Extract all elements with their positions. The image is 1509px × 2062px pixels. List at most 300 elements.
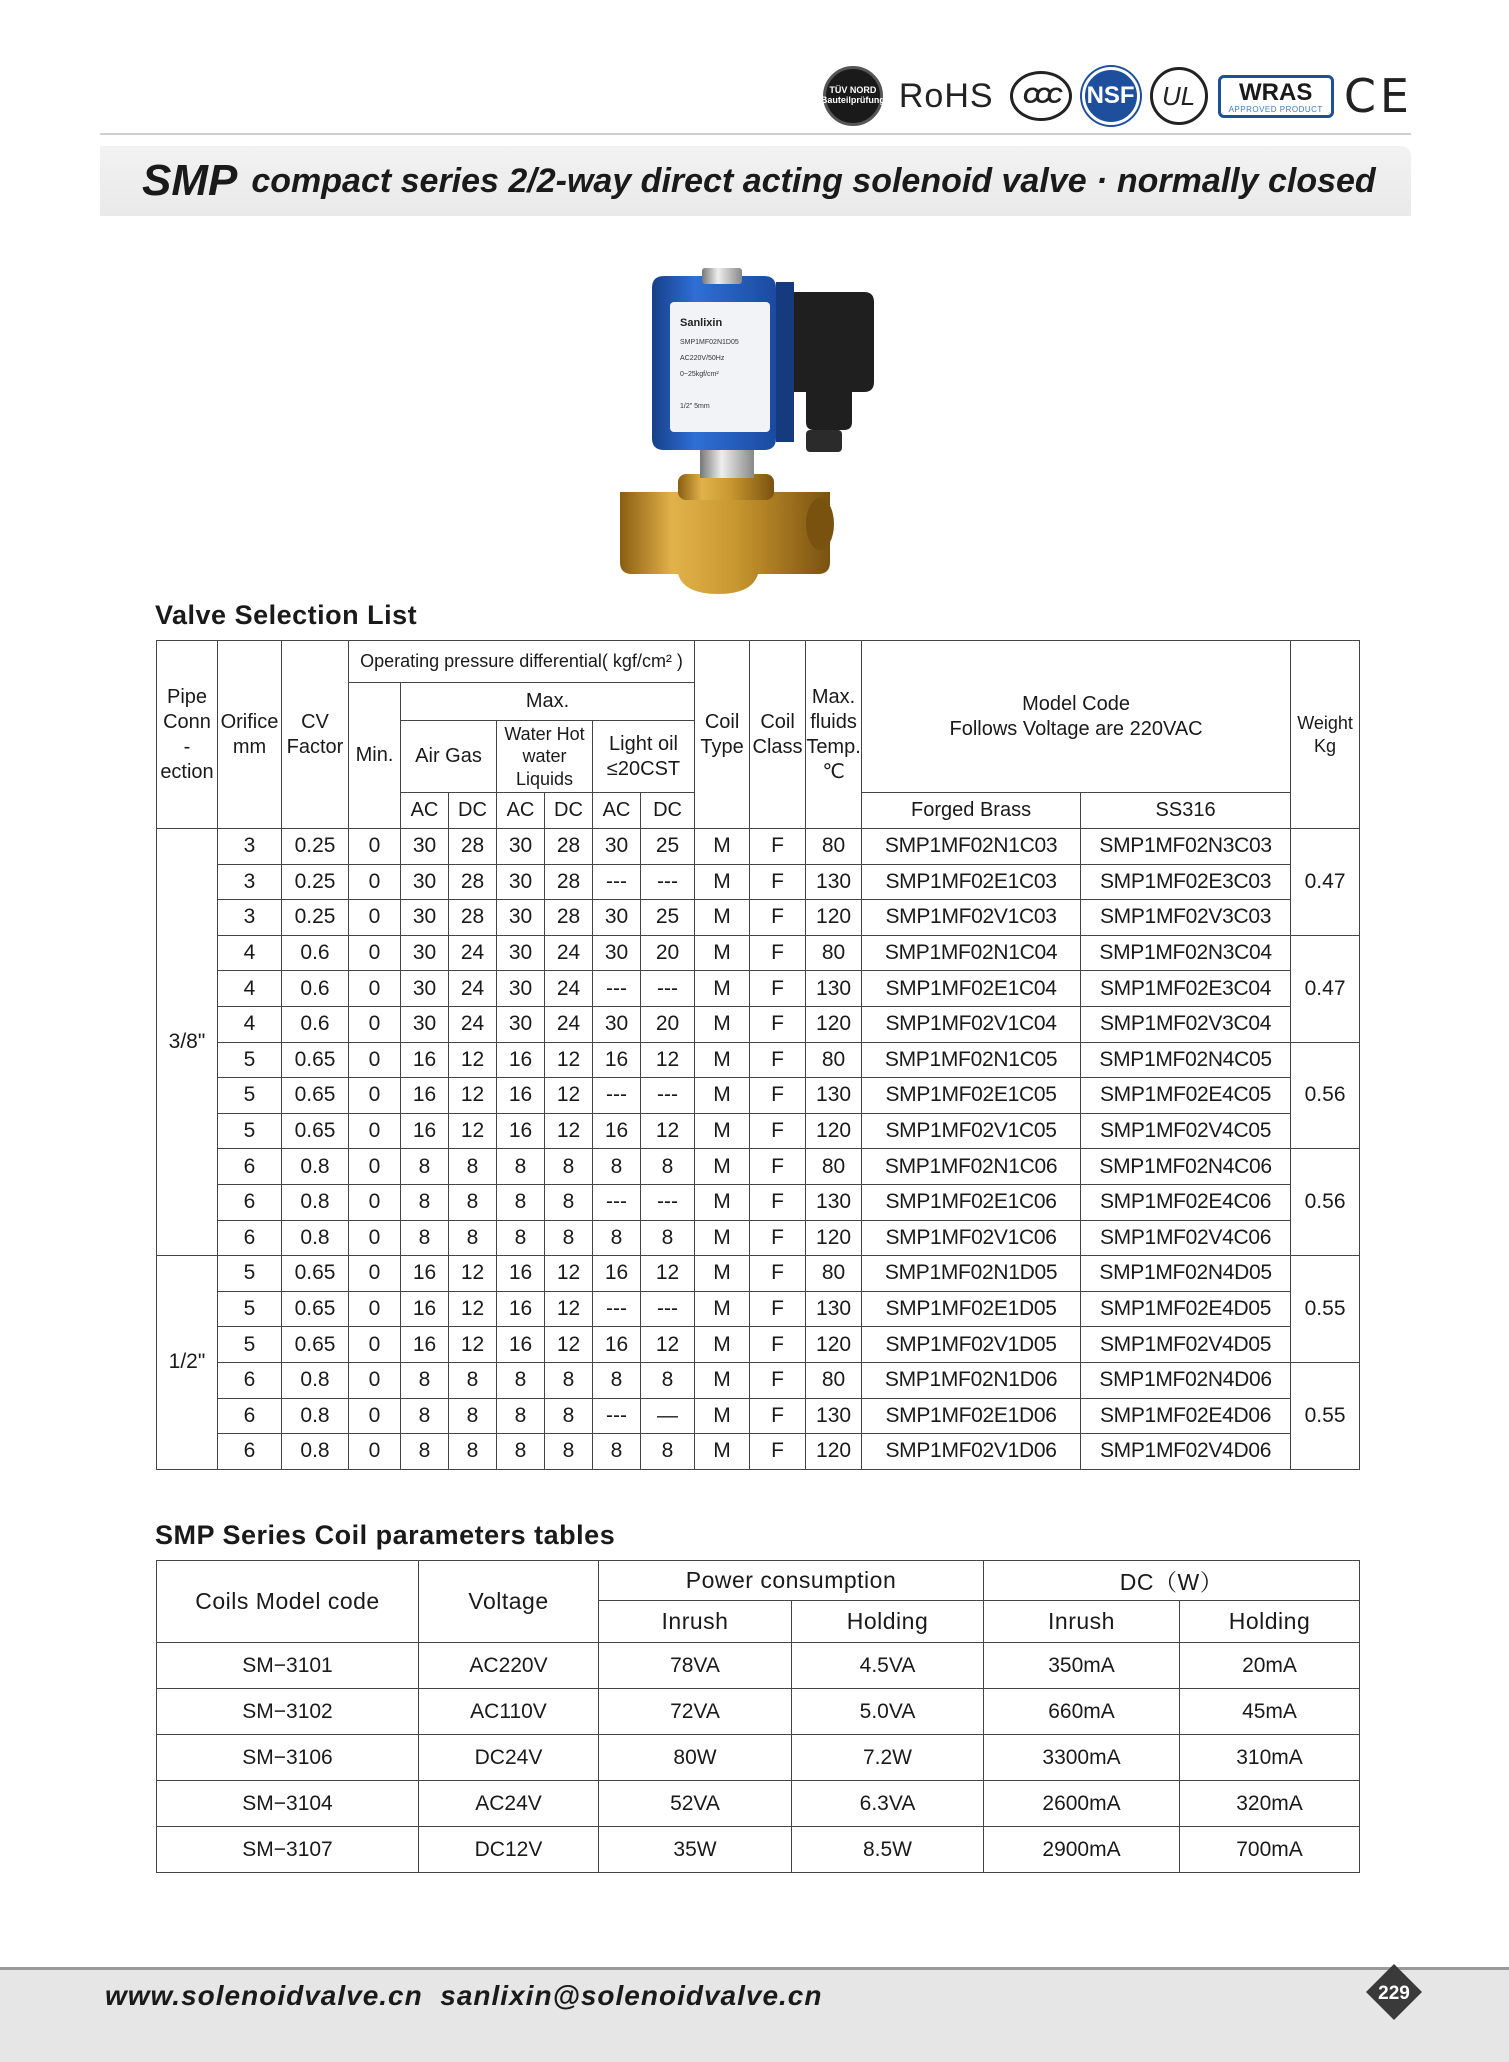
header-min: Min. — [349, 683, 401, 829]
cell-air-ac: 30 — [401, 829, 449, 865]
brass-body — [620, 492, 830, 594]
cell-model-brass: SMP1MF02N1D05 — [862, 1256, 1081, 1292]
cell-orifice: 6 — [218, 1184, 282, 1220]
cell-coil-class: F — [750, 935, 806, 971]
cell-min: 0 — [349, 1256, 401, 1292]
cell-water-dc: 12 — [545, 1291, 593, 1327]
table-row — [157, 1078, 1360, 1114]
cell-min: 0 — [349, 1398, 401, 1434]
coil-header-power-holding: Holding — [792, 1601, 984, 1643]
cell-oil-dc: 12 — [641, 1042, 695, 1078]
cell-air-dc: 8 — [449, 1149, 497, 1185]
header-pipe: Pipe Conn -ection — [157, 641, 218, 829]
cell-cv: 0.8 — [282, 1434, 349, 1470]
cell-model-ss: SMP1MF02N3C04 — [1081, 935, 1291, 971]
coil-header-dc-holding: Holding — [1180, 1601, 1360, 1643]
header-coil-class: Coil Class — [750, 641, 806, 829]
cell-cv: 0.8 — [282, 1362, 349, 1398]
cell-coil-type: M — [695, 1184, 750, 1220]
footer-email[interactable]: sanlixin@solenoidvalve.cn — [440, 1980, 823, 2011]
cell-water-dc: 28 — [545, 864, 593, 900]
cell-model-ss: SMP1MF02N3C03 — [1081, 829, 1291, 865]
cell-coil-class: F — [750, 900, 806, 936]
cell-air-dc: 24 — [449, 1006, 497, 1042]
coil-cell-power-holding: 8.5W — [792, 1827, 984, 1873]
cell-oil-ac: 8 — [593, 1434, 641, 1470]
coil-cell-model: SM−3107 — [157, 1827, 419, 1873]
cell-model-brass: SMP1MF02E1C05 — [862, 1078, 1081, 1114]
cell-temp: 120 — [806, 1220, 862, 1256]
cell-coil-type: M — [695, 829, 750, 865]
cell-temp: 120 — [806, 900, 862, 936]
table-row — [157, 1689, 1360, 1735]
header-oil-ac: AC — [593, 793, 641, 829]
table-row — [157, 900, 1360, 936]
cell-temp: 80 — [806, 1256, 862, 1292]
cell-water-ac: 30 — [497, 900, 545, 936]
table-row — [157, 1327, 1360, 1363]
coil-cell-dc-inrush: 350mA — [984, 1643, 1180, 1689]
cell-cv: 0.65 — [282, 1256, 349, 1292]
cell-air-dc: 12 — [449, 1256, 497, 1292]
cell-min: 0 — [349, 935, 401, 971]
cell-air-ac: 16 — [401, 1327, 449, 1363]
cell-water-dc: 28 — [545, 900, 593, 936]
table-row — [157, 1220, 1360, 1256]
cell-temp: 130 — [806, 1078, 862, 1114]
cell-model-brass: SMP1MF02V1C04 — [862, 1006, 1081, 1042]
cell-orifice: 5 — [218, 1291, 282, 1327]
cell-oil-ac: --- — [593, 1078, 641, 1114]
header-air-dc: DC — [449, 793, 497, 829]
coil-cell-dc-holding: 310mA — [1180, 1735, 1360, 1781]
cell-water-dc: 8 — [545, 1220, 593, 1256]
cell-oil-dc: 25 — [641, 900, 695, 936]
header-water-ac: AC — [497, 793, 545, 829]
cell-min: 0 — [349, 1042, 401, 1078]
table-row — [157, 1291, 1360, 1327]
model-code-sub: Follows Voltage are 220VAC — [949, 717, 1203, 740]
model-code-title: Model Code — [1022, 692, 1130, 715]
cell-cv: 0.65 — [282, 1042, 349, 1078]
coil-cell-model: SM−3101 — [157, 1643, 419, 1689]
coil-cell-dc-holding: 20mA — [1180, 1643, 1360, 1689]
cell-model-brass: SMP1MF02N1D06 — [862, 1362, 1081, 1398]
ccc-logo: CCC — [1010, 71, 1072, 121]
footer-website[interactable]: www.solenoidvalve.cn — [105, 1980, 423, 2011]
cell-oil-ac: 30 — [593, 935, 641, 971]
coil-header-dc-inrush: Inrush — [984, 1601, 1180, 1643]
cell-model-brass: SMP1MF02E1D06 — [862, 1398, 1081, 1434]
cell-oil-dc: 8 — [641, 1434, 695, 1470]
cell-min: 0 — [349, 1291, 401, 1327]
cell-coil-type: M — [695, 900, 750, 936]
cell-coil-type: M — [695, 1149, 750, 1185]
coil-cell-power-holding: 5.0VA — [792, 1689, 984, 1735]
cell-orifice: 3 — [218, 829, 282, 865]
cell-air-ac: 8 — [401, 1398, 449, 1434]
cell-coil-class: F — [750, 1398, 806, 1434]
cell-air-dc: 12 — [449, 1113, 497, 1149]
page-title — [100, 146, 1411, 216]
cell-oil-ac: --- — [593, 864, 641, 900]
cell-model-brass: SMP1MF02V1D05 — [862, 1327, 1081, 1363]
cell-min: 0 — [349, 1113, 401, 1149]
cell-min: 0 — [349, 1078, 401, 1114]
cell-model-brass: SMP1MF02N1C03 — [862, 829, 1081, 865]
cell-orifice: 3 — [218, 900, 282, 936]
cell-cv: 0.65 — [282, 1291, 349, 1327]
cell-water-dc: 8 — [545, 1184, 593, 1220]
table-row — [157, 864, 1360, 900]
cell-oil-dc: 8 — [641, 1149, 695, 1185]
cell-cv: 0.8 — [282, 1184, 349, 1220]
coil-cell-power-holding: 4.5VA — [792, 1643, 984, 1689]
cell-temp: 80 — [806, 829, 862, 865]
cell-model-brass: SMP1MF02V1C05 — [862, 1113, 1081, 1149]
cell-water-dc: 12 — [545, 1256, 593, 1292]
cell-orifice: 5 — [218, 1078, 282, 1114]
cell-oil-ac: --- — [593, 1184, 641, 1220]
cell-model-brass: SMP1MF02E1C04 — [862, 971, 1081, 1007]
cell-oil-ac: 8 — [593, 1149, 641, 1185]
coil-cell-power-inrush: 72VA — [599, 1689, 792, 1735]
header-brass: Forged Brass — [862, 793, 1081, 829]
header-oil-dc: DC — [641, 793, 695, 829]
cell-model-ss: SMP1MF02V4C06 — [1081, 1220, 1291, 1256]
cell-air-dc: 12 — [449, 1291, 497, 1327]
ce-logo: CE — [1343, 69, 1413, 123]
coil-cell-dc-inrush: 2900mA — [984, 1827, 1180, 1873]
cell-temp: 130 — [806, 1184, 862, 1220]
cell-model-ss: SMP1MF02E3C04 — [1081, 971, 1291, 1007]
cell-oil-ac: 8 — [593, 1220, 641, 1256]
footer-contact — [105, 1980, 823, 2012]
cell-model-ss: SMP1MF02V4D05 — [1081, 1327, 1291, 1363]
cell-coil-class: F — [750, 1327, 806, 1363]
top-nut — [702, 268, 742, 284]
coil-cell-power-inrush: 52VA — [599, 1781, 792, 1827]
cell-pipe: 3/8" — [157, 829, 218, 1256]
coil-cell-power-holding: 6.3VA — [792, 1781, 984, 1827]
cell-air-ac: 30 — [401, 864, 449, 900]
cell-water-dc: 12 — [545, 1113, 593, 1149]
cell-min: 0 — [349, 1220, 401, 1256]
coil-header-power: Power consumption — [599, 1561, 984, 1601]
cell-temp: 120 — [806, 1113, 862, 1149]
cell-air-ac: 30 — [401, 900, 449, 936]
cell-min: 0 — [349, 1434, 401, 1470]
cell-water-ac: 30 — [497, 935, 545, 971]
coil-side — [776, 282, 794, 442]
cell-air-dc: 8 — [449, 1184, 497, 1220]
cell-oil-ac: --- — [593, 971, 641, 1007]
cell-temp: 130 — [806, 864, 862, 900]
table-row — [157, 1434, 1360, 1470]
cell-model-brass: SMP1MF02V1C03 — [862, 900, 1081, 936]
coil-cell-model: SM−3106 — [157, 1735, 419, 1781]
cell-coil-class: F — [750, 829, 806, 865]
cell-cv: 0.6 — [282, 1006, 349, 1042]
wras-text: WRAS — [1239, 78, 1313, 106]
cell-coil-class: F — [750, 1291, 806, 1327]
cell-water-dc: 8 — [545, 1398, 593, 1434]
cell-model-ss: SMP1MF02E4D06 — [1081, 1398, 1291, 1434]
cell-air-dc: 12 — [449, 1042, 497, 1078]
table-row — [157, 829, 1360, 865]
cell-weight: 0.55 — [1291, 1362, 1360, 1469]
cell-temp: 80 — [806, 1149, 862, 1185]
cell-air-dc: 8 — [449, 1434, 497, 1470]
cell-air-ac: 8 — [401, 1220, 449, 1256]
header-temp: Max. fluids Temp. ℃ — [806, 641, 862, 829]
wras-sub: APPROVED PRODUCT — [1228, 104, 1323, 114]
header-air-ac: AC — [401, 793, 449, 829]
cell-water-dc: 12 — [545, 1078, 593, 1114]
coil-cell-power-inrush: 80W — [599, 1735, 792, 1781]
cell-model-brass: SMP1MF02V1D06 — [862, 1434, 1081, 1470]
cell-oil-ac: 16 — [593, 1042, 641, 1078]
coil-cell-voltage: AC110V — [419, 1689, 599, 1735]
cell-min: 0 — [349, 1362, 401, 1398]
coil-cell-voltage: AC220V — [419, 1643, 599, 1689]
cell-temp: 80 — [806, 1042, 862, 1078]
header-pressure-group: Operating pressure differential( kgf/cm² ) — [349, 641, 695, 683]
table-row — [157, 1042, 1360, 1078]
cell-coil-class: F — [750, 864, 806, 900]
cell-air-ac: 16 — [401, 1078, 449, 1114]
cell-orifice: 6 — [218, 1362, 282, 1398]
nsf-logo: NSF — [1082, 67, 1140, 125]
table-row — [157, 1398, 1360, 1434]
cell-model-ss: SMP1MF02E4C05 — [1081, 1078, 1291, 1114]
header-coil-type: Coil Type — [695, 641, 750, 829]
brass-port — [806, 498, 834, 550]
table-row — [157, 1256, 1360, 1292]
coil-cell-voltage: DC24V — [419, 1735, 599, 1781]
cell-model-brass: SMP1MF02N1C05 — [862, 1042, 1081, 1078]
cell-air-ac: 8 — [401, 1149, 449, 1185]
cell-water-ac: 16 — [497, 1113, 545, 1149]
cell-temp: 120 — [806, 1434, 862, 1470]
cell-model-brass: SMP1MF02E1D05 — [862, 1291, 1081, 1327]
cell-water-ac: 8 — [497, 1434, 545, 1470]
cell-water-ac: 30 — [497, 971, 545, 1007]
cell-air-dc: 8 — [449, 1362, 497, 1398]
cell-oil-ac: 16 — [593, 1256, 641, 1292]
cell-coil-class: F — [750, 1220, 806, 1256]
cell-coil-class: F — [750, 1256, 806, 1292]
wras-logo — [1218, 75, 1334, 118]
cell-coil-class: F — [750, 1042, 806, 1078]
page-number: 229 — [1378, 1983, 1410, 2004]
cell-coil-class: F — [750, 1078, 806, 1114]
header-orifice: Orifice mm — [218, 641, 282, 829]
cell-water-ac: 30 — [497, 829, 545, 865]
cell-min: 0 — [349, 1327, 401, 1363]
tuv-logo: TÜV NORD Bauteilprüfung — [823, 66, 883, 126]
coil-cell-model: SM−3104 — [157, 1781, 419, 1827]
cell-temp: 120 — [806, 1006, 862, 1042]
cell-water-dc: 8 — [545, 1434, 593, 1470]
cell-model-ss: SMP1MF02N4C05 — [1081, 1042, 1291, 1078]
cell-orifice: 4 — [218, 971, 282, 1007]
cell-oil-ac: --- — [593, 1291, 641, 1327]
cell-water-dc: 28 — [545, 829, 593, 865]
coil-parameters-table — [156, 1560, 1360, 1873]
cell-cv: 0.25 — [282, 829, 349, 865]
cell-air-ac: 16 — [401, 1113, 449, 1149]
cell-cv: 0.8 — [282, 1220, 349, 1256]
coil-cell-power-inrush: 35W — [599, 1827, 792, 1873]
cell-oil-ac: 30 — [593, 829, 641, 865]
cell-oil-dc: 8 — [641, 1362, 695, 1398]
cell-coil-class: F — [750, 1434, 806, 1470]
label-brand: Sanlixin — [680, 317, 723, 329]
cell-orifice: 5 — [218, 1256, 282, 1292]
cell-water-dc: 24 — [545, 971, 593, 1007]
cell-model-ss: SMP1MF02V4D06 — [1081, 1434, 1291, 1470]
cell-oil-ac: --- — [593, 1398, 641, 1434]
cell-oil-dc: 8 — [641, 1220, 695, 1256]
header-oil: Light oil ≤20CST — [593, 721, 695, 793]
cell-min: 0 — [349, 829, 401, 865]
cell-coil-type: M — [695, 935, 750, 971]
cell-orifice: 4 — [218, 935, 282, 971]
cell-model-brass: SMP1MF02N1C06 — [862, 1149, 1081, 1185]
connector-gland — [806, 430, 842, 452]
cell-air-dc: 28 — [449, 900, 497, 936]
cell-oil-dc: 12 — [641, 1256, 695, 1292]
coil-cell-model: SM−3102 — [157, 1689, 419, 1735]
cell-water-ac: 8 — [497, 1149, 545, 1185]
coil-cell-power-inrush: 78VA — [599, 1643, 792, 1689]
cell-temp: 80 — [806, 1362, 862, 1398]
cell-coil-class: F — [750, 1113, 806, 1149]
cell-coil-class: F — [750, 971, 806, 1007]
cell-temp: 120 — [806, 1327, 862, 1363]
coil-cell-power-holding: 7.2W — [792, 1735, 984, 1781]
cell-model-brass: SMP1MF02N1C04 — [862, 935, 1081, 971]
coil-cell-voltage: AC24V — [419, 1781, 599, 1827]
cell-water-ac: 8 — [497, 1220, 545, 1256]
cell-model-brass: SMP1MF02V1C06 — [862, 1220, 1081, 1256]
title-text: compact series 2/2-way direct acting solenoid valve · normally closed — [251, 161, 1376, 200]
cell-air-dc: 24 — [449, 971, 497, 1007]
cell-oil-ac: 30 — [593, 1006, 641, 1042]
cell-coil-type: M — [695, 1006, 750, 1042]
cell-orifice: 6 — [218, 1398, 282, 1434]
cell-oil-dc: --- — [641, 864, 695, 900]
cell-orifice: 5 — [218, 1327, 282, 1363]
cell-weight: 0.47 — [1291, 935, 1360, 1042]
cell-model-ss: SMP1MF02E3C03 — [1081, 864, 1291, 900]
solenoid-valve-image — [600, 262, 980, 598]
cell-oil-dc: 12 — [641, 1327, 695, 1363]
cell-weight: 0.47 — [1291, 829, 1360, 936]
cell-model-ss: SMP1MF02V4C05 — [1081, 1113, 1291, 1149]
cell-air-ac: 16 — [401, 1256, 449, 1292]
table-row — [157, 1735, 1360, 1781]
header-water: Water Hot water Liquids — [497, 721, 593, 793]
cell-min: 0 — [349, 971, 401, 1007]
label-size: 1/2" 5mm — [680, 403, 710, 410]
cell-coil-class: F — [750, 1362, 806, 1398]
coil-header-model: Coils Model code — [157, 1561, 419, 1643]
header-max: Max. — [401, 683, 695, 721]
cell-orifice: 5 — [218, 1042, 282, 1078]
cell-weight: 0.56 — [1291, 1042, 1360, 1149]
black-connector — [794, 292, 874, 430]
table-row — [157, 1149, 1360, 1185]
table-row — [157, 1184, 1360, 1220]
cell-air-ac: 30 — [401, 1006, 449, 1042]
cell-orifice: 6 — [218, 1149, 282, 1185]
cell-cv: 0.8 — [282, 1149, 349, 1185]
cell-water-ac: 16 — [497, 1327, 545, 1363]
cell-oil-ac: 16 — [593, 1113, 641, 1149]
cell-coil-type: M — [695, 864, 750, 900]
cell-cv: 0.6 — [282, 971, 349, 1007]
cell-oil-dc: --- — [641, 1291, 695, 1327]
selection-heading: Valve Selection List — [155, 600, 418, 630]
table-row — [157, 935, 1360, 971]
cell-temp: 80 — [806, 935, 862, 971]
cell-coil-type: M — [695, 1398, 750, 1434]
cell-air-dc: 28 — [449, 864, 497, 900]
cell-water-ac: 16 — [497, 1042, 545, 1078]
cell-coil-type: M — [695, 1220, 750, 1256]
cell-coil-type: M — [695, 1434, 750, 1470]
cell-air-ac: 16 — [401, 1042, 449, 1078]
label-model: SMP1MF02N1D05 — [680, 339, 739, 346]
table-row — [157, 1643, 1360, 1689]
cell-coil-type: M — [695, 1327, 750, 1363]
cell-oil-dc: 25 — [641, 829, 695, 865]
cell-coil-class: F — [750, 1184, 806, 1220]
cell-oil-dc: — — [641, 1398, 695, 1434]
cell-water-dc: 12 — [545, 1042, 593, 1078]
page-number-badge — [1364, 1962, 1424, 2022]
header-air: Air Gas — [401, 721, 497, 793]
cell-orifice: 6 — [218, 1434, 282, 1470]
cell-min: 0 — [349, 1184, 401, 1220]
cell-cv: 0.65 — [282, 1327, 349, 1363]
cell-min: 0 — [349, 900, 401, 936]
cell-water-ac: 30 — [497, 864, 545, 900]
cell-oil-dc: --- — [641, 1078, 695, 1114]
cell-water-ac: 30 — [497, 1006, 545, 1042]
header-cv: CV Factor — [282, 641, 349, 829]
cell-oil-dc: 20 — [641, 935, 695, 971]
cell-air-dc: 24 — [449, 935, 497, 971]
cell-air-ac: 8 — [401, 1184, 449, 1220]
cell-temp: 130 — [806, 1398, 862, 1434]
coil-cell-dc-inrush: 660mA — [984, 1689, 1180, 1735]
coil-cell-dc-holding: 45mA — [1180, 1689, 1360, 1735]
cell-oil-dc: --- — [641, 1184, 695, 1220]
cell-coil-class: F — [750, 1006, 806, 1042]
cell-oil-dc: --- — [641, 971, 695, 1007]
valve-selection-table — [156, 640, 1360, 1470]
cell-air-dc: 28 — [449, 829, 497, 865]
cell-model-ss: SMP1MF02N4C06 — [1081, 1149, 1291, 1185]
coil-cell-dc-inrush: 3300mA — [984, 1735, 1180, 1781]
cell-temp: 130 — [806, 1291, 862, 1327]
cell-min: 0 — [349, 1149, 401, 1185]
coil-cell-dc-inrush: 2600mA — [984, 1781, 1180, 1827]
cell-cv: 0.25 — [282, 864, 349, 900]
